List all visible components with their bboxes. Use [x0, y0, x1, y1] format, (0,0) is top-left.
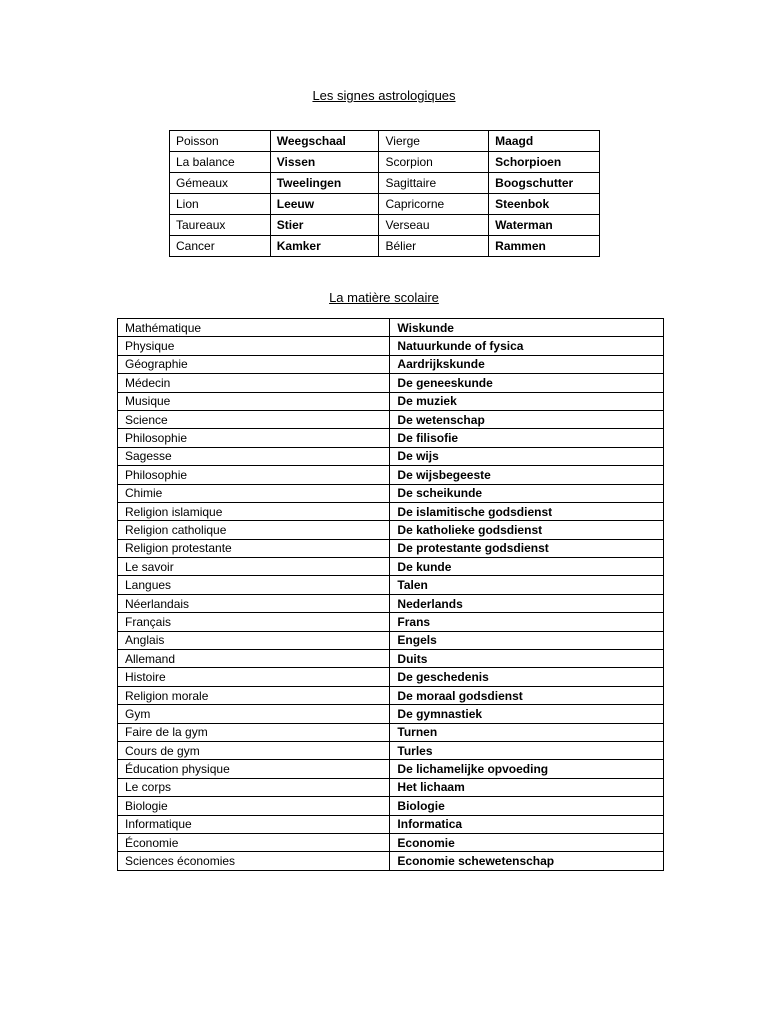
table-cell: De wetenschap — [390, 410, 664, 428]
school-subjects-table-row — [118, 741, 664, 759]
astrology-table-row — [170, 131, 600, 152]
astrology-table-row — [170, 152, 600, 173]
astrology-table-row — [170, 215, 600, 236]
table-cell: De geschedenis — [390, 668, 664, 686]
school-subjects-table-row — [118, 723, 664, 741]
table-cell: Vissen — [270, 152, 379, 173]
table-cell: Leeuw — [270, 194, 379, 215]
table-cell: Kamker — [270, 236, 379, 257]
school-subjects-table-row — [118, 668, 664, 686]
table-cell: Informatique — [118, 815, 390, 833]
school-subjects-table-row — [118, 410, 664, 428]
school-subjects-table-row — [118, 760, 664, 778]
table-cell: Turnen — [390, 723, 664, 741]
table-cell: Sagittaire — [379, 173, 489, 194]
school-subjects-table-row — [118, 852, 664, 870]
table-cell: Chimie — [118, 484, 390, 502]
table-cell: De kunde — [390, 558, 664, 576]
table-cell: Religion islamique — [118, 502, 390, 520]
table-cell: Sagesse — [118, 447, 390, 465]
table-cell: Biologie — [390, 797, 664, 815]
table-cell: De geneeskunde — [390, 374, 664, 392]
school-subjects-title: La matière scolaire — [329, 290, 439, 305]
table-cell: Vierge — [379, 131, 489, 152]
table-cell: Le savoir — [118, 558, 390, 576]
table-cell: Frans — [390, 613, 664, 631]
school-subjects-table-row — [118, 484, 664, 502]
school-subjects-table-row — [118, 319, 664, 337]
school-subjects-table-row — [118, 594, 664, 612]
table-cell: Nederlands — [390, 594, 664, 612]
school-subjects-table-body — [118, 319, 664, 871]
table-cell: Philosophie — [118, 466, 390, 484]
table-cell: Sciences économies — [118, 852, 390, 870]
table-cell: De gymnastiek — [390, 705, 664, 723]
table-cell: Waterman — [489, 215, 600, 236]
table-cell: De wijs — [390, 447, 664, 465]
school-subjects-table-row — [118, 539, 664, 557]
school-subjects-table-row — [118, 613, 664, 631]
table-cell: Religion catholique — [118, 521, 390, 539]
school-subjects-table-row — [118, 705, 664, 723]
table-cell: Allemand — [118, 650, 390, 668]
table-cell: Economie schewetenschap — [390, 852, 664, 870]
table-cell: Taureaux — [170, 215, 271, 236]
school-subjects-table-row — [118, 466, 664, 484]
table-cell: Histoire — [118, 668, 390, 686]
astrology-title: Les signes astrologiques — [312, 88, 456, 103]
school-subjects-table-row — [118, 576, 664, 594]
table-cell: Talen — [390, 576, 664, 594]
table-cell: Schorpioen — [489, 152, 600, 173]
table-cell: Gémeaux — [170, 173, 271, 194]
school-subjects-table-row — [118, 447, 664, 465]
school-subjects-table-row — [118, 521, 664, 539]
school-subjects-table-row — [118, 686, 664, 704]
table-cell: De katholieke godsdienst — [390, 521, 664, 539]
table-cell: De muziek — [390, 392, 664, 410]
table-cell: Religion morale — [118, 686, 390, 704]
table-cell: Philosophie — [118, 429, 390, 447]
table-cell: Tweelingen — [270, 173, 379, 194]
school-subjects-table-row — [118, 778, 664, 796]
table-cell: Gym — [118, 705, 390, 723]
table-cell: Cancer — [170, 236, 271, 257]
school-subjects-table-row — [118, 374, 664, 392]
school-subjects-table-row — [118, 337, 664, 355]
table-cell: De wijsbegeeste — [390, 466, 664, 484]
table-cell: Capricorne — [379, 194, 489, 215]
table-cell: Duits — [390, 650, 664, 668]
table-cell: Scorpion — [379, 152, 489, 173]
table-cell: Economie — [390, 833, 664, 851]
table-cell: Informatica — [390, 815, 664, 833]
table-cell: De islamitische godsdienst — [390, 502, 664, 520]
table-cell: Wiskunde — [390, 319, 664, 337]
school-subjects-table-row — [118, 355, 664, 373]
school-subjects-table-row — [118, 650, 664, 668]
school-subjects-table — [117, 318, 664, 871]
table-cell: De scheikunde — [390, 484, 664, 502]
school-subjects-table-row — [118, 392, 664, 410]
table-cell: Économie — [118, 833, 390, 851]
table-cell: Steenbok — [489, 194, 600, 215]
table-cell: Religion protestante — [118, 539, 390, 557]
table-cell: Natuurkunde of fysica — [390, 337, 664, 355]
school-subjects-table-row — [118, 429, 664, 447]
table-cell: Lion — [170, 194, 271, 215]
table-cell: Turles — [390, 741, 664, 759]
table-cell: De protestante godsdienst — [390, 539, 664, 557]
table-cell: La balance — [170, 152, 271, 173]
table-cell: Engels — [390, 631, 664, 649]
table-cell: Boogschutter — [489, 173, 600, 194]
table-cell: Bélier — [379, 236, 489, 257]
table-cell: Éducation physique — [118, 760, 390, 778]
table-cell: Poisson — [170, 131, 271, 152]
table-cell: Mathématique — [118, 319, 390, 337]
school-subjects-table-row — [118, 797, 664, 815]
table-cell: Weegschaal — [270, 131, 379, 152]
table-cell: Géographie — [118, 355, 390, 373]
table-cell: Cours de gym — [118, 741, 390, 759]
school-subjects-table-row — [118, 815, 664, 833]
school-subjects-table-row — [118, 558, 664, 576]
table-cell: De moraal godsdienst — [390, 686, 664, 704]
table-cell: Le corps — [118, 778, 390, 796]
table-cell: De filisofie — [390, 429, 664, 447]
table-cell: Science — [118, 410, 390, 428]
astrology-table-row — [170, 236, 600, 257]
table-cell: Musique — [118, 392, 390, 410]
table-cell: Médecin — [118, 374, 390, 392]
table-cell: Biologie — [118, 797, 390, 815]
astrology-table-row — [170, 173, 600, 194]
table-cell: Physique — [118, 337, 390, 355]
table-cell: Rammen — [489, 236, 600, 257]
table-cell: Het lichaam — [390, 778, 664, 796]
astrology-table-row — [170, 194, 600, 215]
table-cell: Stier — [270, 215, 379, 236]
table-cell: Aardrijkskunde — [390, 355, 664, 373]
astrology-table-body — [170, 131, 600, 257]
table-cell: Néerlandais — [118, 594, 390, 612]
table-cell: Langues — [118, 576, 390, 594]
table-cell: Maagd — [489, 131, 600, 152]
school-subjects-table-row — [118, 631, 664, 649]
school-subjects-table-row — [118, 833, 664, 851]
astrology-table — [169, 130, 600, 257]
table-cell: Anglais — [118, 631, 390, 649]
school-subjects-table-row — [118, 502, 664, 520]
table-cell: Faire de la gym — [118, 723, 390, 741]
table-cell: Français — [118, 613, 390, 631]
table-cell: De lichamelijke opvoeding — [390, 760, 664, 778]
table-cell: Verseau — [379, 215, 489, 236]
